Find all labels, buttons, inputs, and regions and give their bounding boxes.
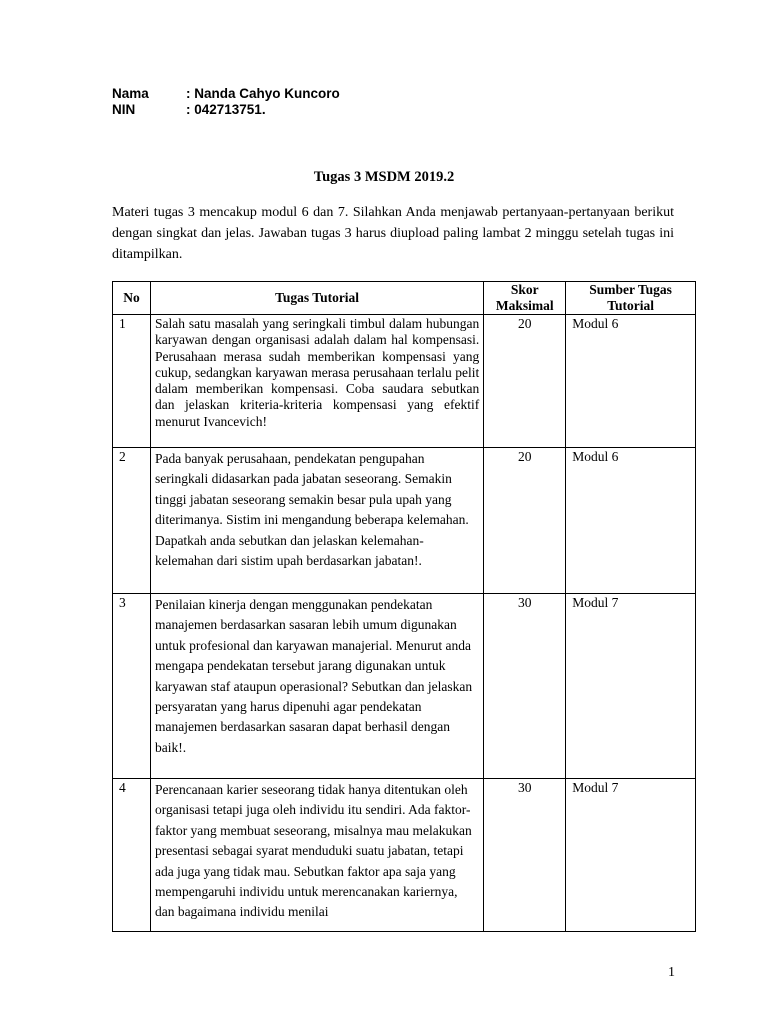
nin-value: : 042713751. bbox=[186, 102, 266, 117]
row-number: 4 bbox=[113, 779, 151, 932]
table-row bbox=[113, 315, 696, 448]
header-skor: Skor Maksimal bbox=[484, 282, 566, 315]
row-number: 3 bbox=[113, 594, 151, 779]
row-number: 2 bbox=[113, 448, 151, 594]
row-skor: 20 bbox=[484, 448, 566, 594]
table-row bbox=[113, 448, 696, 594]
row-sumber: Modul 6 bbox=[566, 448, 696, 594]
nin-label: NIN bbox=[112, 102, 136, 117]
table-row bbox=[113, 594, 696, 779]
row-skor: 20 bbox=[484, 315, 566, 448]
identity-header bbox=[112, 86, 340, 118]
name-row bbox=[112, 86, 340, 102]
row-sumber: Modul 7 bbox=[566, 594, 696, 779]
row-sumber: Modul 6 bbox=[566, 315, 696, 448]
page-number: 1 bbox=[668, 965, 675, 980]
row-number: 1 bbox=[113, 315, 151, 448]
row-task: Pada banyak perusahaan, pendekatan pengupahan seringkali didasarkan pada jabatan seseorang. Semakin tinggi jabatan seseorang semakin besar pula upah yang diterimanya. Sistim ini mengandung beberapa kelemahan. Dapatkah anda sebutkan dan jelaskan kelemahan-kelemahan dari sistim upah berdasarkan jabatan!. bbox=[150, 448, 483, 594]
name-label: Nama bbox=[112, 86, 149, 101]
row-task: Penilaian kinerja dengan menggunakan pendekatan manajemen berdasarkan sasaran lebih umum digunakan untuk profesional dan karyawan manajerial. Menurut anda mengapa pendekatan tersebut jarang digunakan untuk karyawan staf ataupun operasional? Sebutkan dan jelaskan persyaratan yang harus dipenuhi agar pendekatan manajemen berdasarkan sasaran dapat berhasil dengan baik!. bbox=[150, 594, 483, 779]
task-table bbox=[112, 281, 696, 932]
row-skor: 30 bbox=[484, 594, 566, 779]
intro-paragraph: Materi tugas 3 mencakup modul 6 dan 7. Silahkan Anda menjawab pertanyaan-pertanyaan berikut dengan singkat dan jelas. Jawaban tugas 3 harus diupload paling lambat 2 minggu setelah tugas ini ditampilkan. bbox=[112, 205, 674, 262]
name-value: : Nanda Cahyo Kuncoro bbox=[186, 86, 340, 101]
row-task: Salah satu masalah yang seringkali timbul dalam hubungan karyawan dengan organisasi adalah dalam hal kompensasi. Perusahaan merasa sudah memberikan kompensasi yang cukup, sedangkan karyawan merasa perusahaan terlalu pelit dalam memberikan kompensasi. Coba saudara sebutkan dan jelaskan kriteria-kriteria kompensasi yang efektif menurut Ivancevich! bbox=[150, 315, 483, 448]
row-task: Perencanaan karier seseorang tidak hanya ditentukan oleh organisasi tetapi juga oleh individu itu sendiri. Ada faktor-faktor yang membuat seseorang, misalnya mau melakukan presentasi sebagai syarat menduduki suatu jabatan, tetapi ada juga yang tidak mau. Sebutkan faktor apa saja yang mempengaruhi individu untuk merencanakan kariernya, dan bagaimana individu menilai bbox=[150, 779, 483, 932]
header-no: No bbox=[113, 282, 151, 315]
header-tugas: Tugas Tutorial bbox=[150, 282, 483, 315]
row-skor: 30 bbox=[484, 779, 566, 932]
document-title: Tugas 3 MSDM 2019.2 bbox=[313, 169, 455, 185]
nin-row bbox=[112, 102, 340, 118]
table-header-row bbox=[113, 282, 696, 315]
table-row bbox=[113, 779, 696, 932]
row-sumber: Modul 7 bbox=[566, 779, 696, 932]
header-sumber: Sumber Tugas Tutorial bbox=[566, 282, 696, 315]
